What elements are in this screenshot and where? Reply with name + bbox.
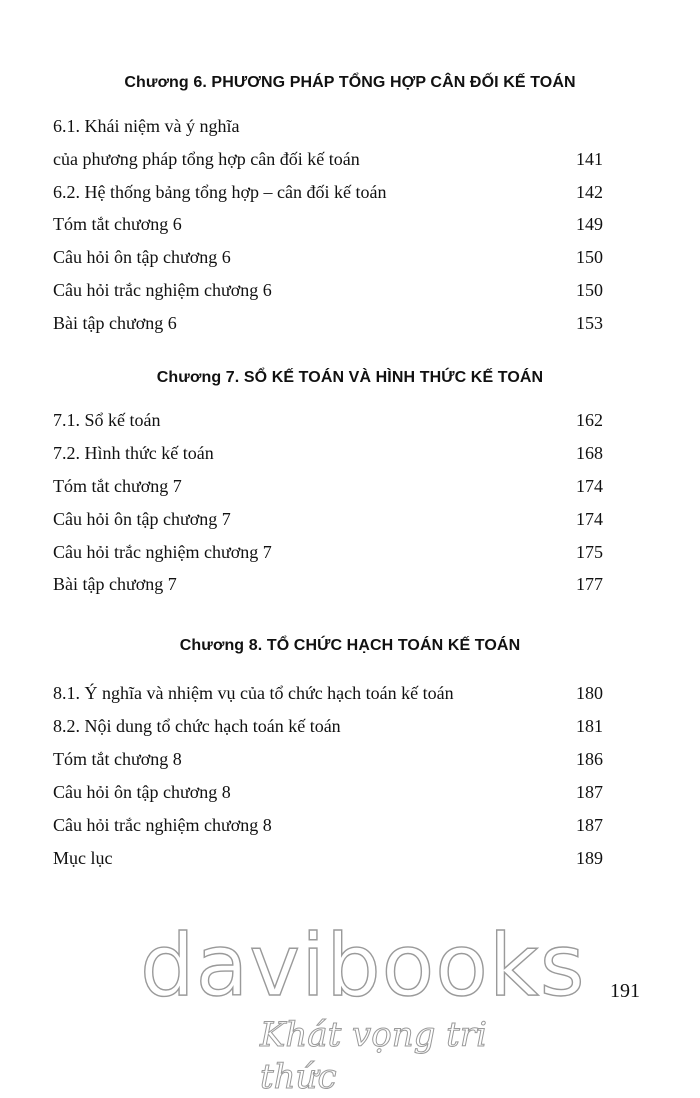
toc-entry-page: 189 <box>576 848 603 868</box>
toc-entry-page: 141 <box>576 149 603 169</box>
toc-entry <box>53 442 603 464</box>
toc-entry-page: 174 <box>576 476 603 496</box>
toc-entry-page: 153 <box>576 313 603 333</box>
toc-entry <box>53 541 603 563</box>
toc-entry-page: 181 <box>576 716 603 736</box>
toc-entry <box>53 682 603 704</box>
toc-entry <box>53 312 603 334</box>
watermark <box>140 916 586 1097</box>
toc-entry-page: 150 <box>576 280 603 300</box>
toc-entry <box>53 279 603 301</box>
toc-entry-text: 7.2. Hình thức kế toán <box>53 443 214 463</box>
toc-entry-text: Tóm tắt chương 6 <box>53 214 182 234</box>
page-number: 191 <box>610 980 640 1002</box>
chapter-8-title: Chương 8. TỔ CHỨC HẠCH TOÁN KẾ TOÁN <box>179 637 521 654</box>
toc-entry <box>53 748 603 770</box>
toc-entry <box>53 573 603 595</box>
toc-entry <box>53 715 603 737</box>
toc-entry-text: 6.1. Khái niệm và ý nghĩa <box>53 116 240 136</box>
toc-entry-text: Câu hỏi trắc nghiệm chương 8 <box>53 815 272 835</box>
toc-entry <box>53 148 603 170</box>
toc-entry-text: Câu hỏi trắc nghiệm chương 6 <box>53 280 272 300</box>
toc-entry-text: Câu hỏi trắc nghiệm chương 7 <box>53 542 272 562</box>
toc-entry-page: 150 <box>576 247 603 267</box>
toc-entry-page: 186 <box>576 749 603 769</box>
watermark-slogan: Khát vọng tri thức <box>260 1015 487 1097</box>
toc-entry <box>53 409 603 431</box>
toc-entry-page: 149 <box>576 214 603 234</box>
toc-entry-page: 174 <box>576 509 603 529</box>
toc-entry-text: 6.2. Hệ thống bảng tổng hợp – cân đối kế toán <box>53 182 387 202</box>
toc-entry-page: 187 <box>576 815 603 835</box>
toc-entry-page: 142 <box>576 182 603 202</box>
toc-entry-text: Câu hỏi ôn tập chương 8 <box>53 782 231 802</box>
toc-entry-text: Tóm tắt chương 8 <box>53 749 182 769</box>
toc-entry-text: Mục lục <box>53 848 113 868</box>
toc-entry-page: 175 <box>576 542 603 562</box>
chapter-6-title: Chương 6. PHƯƠNG PHÁP TỔNG HỢP CÂN ĐỐI KẾ TOÁN <box>124 74 576 91</box>
toc-entry-page: 168 <box>576 443 603 463</box>
toc-entry-text: 7.1. Sổ kế toán <box>53 410 161 430</box>
toc-entry <box>53 475 603 497</box>
toc-entry-text: Bài tập chương 6 <box>53 313 177 333</box>
toc-entry-text: Câu hỏi ôn tập chương 7 <box>53 509 231 529</box>
toc-entry <box>53 181 603 203</box>
toc-entry-text: 8.2. Nội dung tổ chức hạch toán kế toán <box>53 716 341 736</box>
toc-entry <box>53 847 603 869</box>
toc-entry-text: Câu hỏi ôn tập chương 6 <box>53 247 231 267</box>
toc-entry-page: 187 <box>576 782 603 802</box>
toc-entry-page: 180 <box>576 683 603 703</box>
toc-entry <box>53 246 603 268</box>
toc-entry <box>53 814 603 836</box>
watermark-brand: davibooks <box>140 916 586 1016</box>
toc-entry-text: 8.1. Ý nghĩa và nhiệm vụ của tổ chức hạch toán kế toán <box>53 683 454 703</box>
toc-entry-text: Bài tập chương 7 <box>53 574 177 594</box>
toc-entry <box>53 213 603 235</box>
toc-entry <box>53 508 603 530</box>
toc-entry-text: của phương pháp tổng hợp cân đối kế toán <box>53 149 360 169</box>
toc-entry-text: Tóm tắt chương 7 <box>53 476 182 496</box>
toc-entry <box>53 115 603 137</box>
chapter-7-title: Chương 7. SỔ KẾ TOÁN VÀ HÌNH THỨC KẾ TOÁN <box>156 369 544 386</box>
toc-entry-page: 162 <box>576 410 603 430</box>
toc-entry-page: 177 <box>576 574 603 594</box>
toc-entry <box>53 781 603 803</box>
